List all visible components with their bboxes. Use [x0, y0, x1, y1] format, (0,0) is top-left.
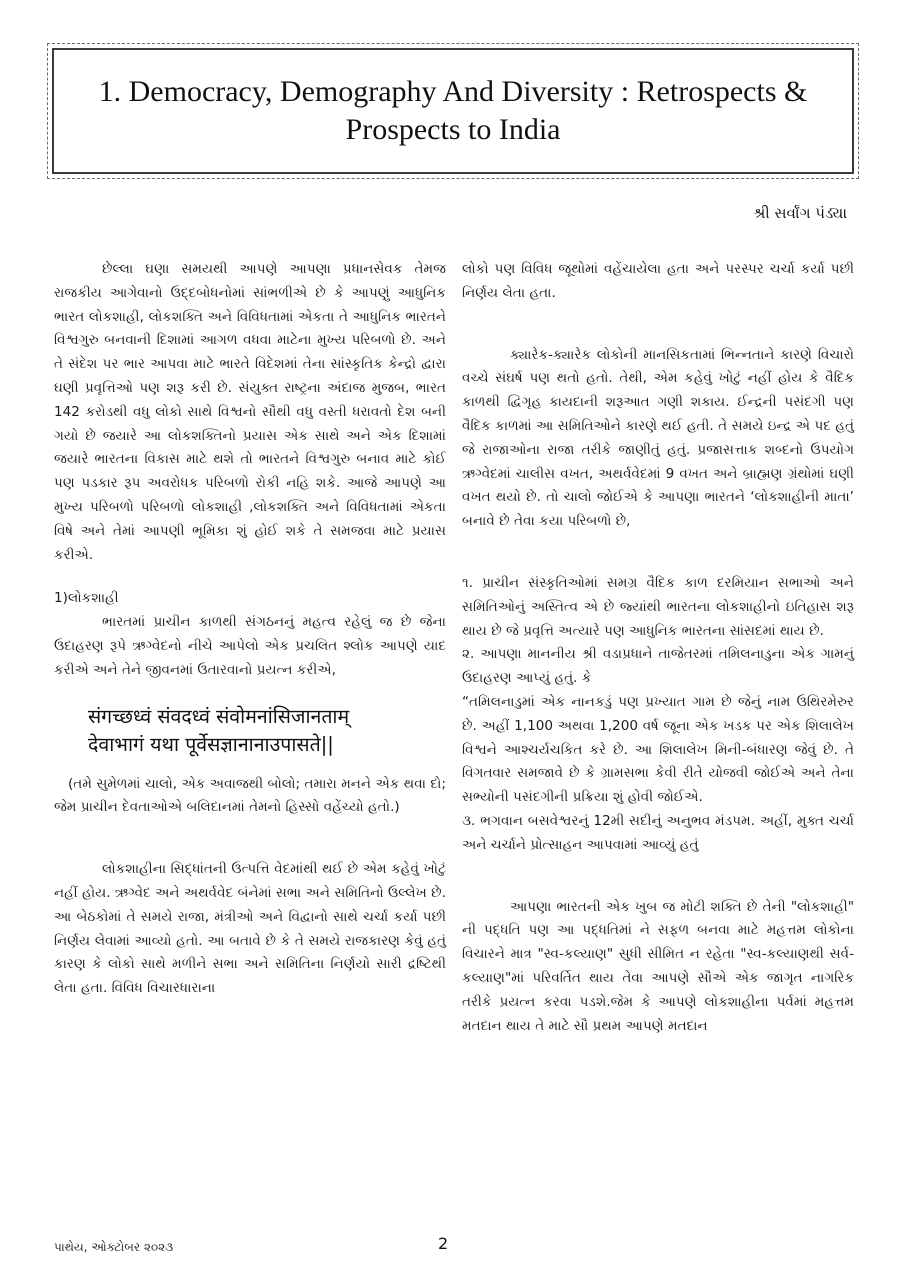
- closing-paragraph-right: આપણા ભારતની એક ખુબ જ મોટી શક્તિ છે તેની "લોકશાહી" ની પદ્ધતિ પણ આ પદ્ધતિમાં ને સફળ બનવા માટે મહત્તમ લોકોના વિચારને માત્ર "સ્વ-કલ્યાણ" સુધી સીમિત ન રહેતા "સ્વ-કલ્યાણથી સર્વ-કલ્યાણ"માં પરિવર્તિત થાય તેવા આપણે સૌએ એક જાગૃત નાગરિક તરીકે પ્રયત્ન કરવા પડશે.જેમ કે આપણે લોકશાહીના પર્વમાં મહત્તમ મતદાન થાય તે માટે સૌ પ્રથમ આપણે મતદાન: [462, 898, 854, 1034]
- point-2: ૨. આપણા માનનીય શ્રી વડાપ્રધાને તાજેતરમાં તમિલનાડુના એક ગામનું ઉદાહરણ આપ્યું હતું. કે: [462, 646, 854, 687]
- continuation-paragraph: લોકો પણ વિવિધ જૂથોમાં વહેંચાયેલા હતા અને પરસ્પર ચર્ચા કર્યા પછી નિર્ણય લેતા હતા.: [462, 261, 854, 301]
- point-1: ૧. પ્રાચીન સંસ્કૃતિઓમાં સમગ્ર વૈદિક કાળ દરમિયાન સભાઓ અને સમિતિઓનું અસ્તિત્વ એ છે જ્યાંથી ભારતના લોકશાહીનો ઇતિહાસ શરૂ થાય છે જે પ્રવૃત્તિ અત્યારે પણ આધુનિક ભારતના સાંસદમાં થાય છે.: [462, 574, 854, 639]
- section-heading: 1)લોકશાહી: [54, 590, 119, 607]
- sanskrit-shloka: [88, 703, 446, 759]
- author-name: શ્રી સર્વાંગ પંડ્યા: [753, 204, 847, 222]
- title-frame: [52, 48, 854, 174]
- right-column: [462, 258, 854, 1038]
- section-paragraph: ભારતમાં પ્રાચીન કાળથી સંગઠનનું મહત્વ રહેલું જ છે જેના ઉદાહરણ રૂપે ઋગ્વેદનો નીચે આપેલો એક પ્રચલિત શ્લોક આપણે યાદ કરીએ અને તેને જીવનમાં ઉતારવાનો પ્રયત્ન કરીએ,: [54, 614, 446, 678]
- point-3: ૩. ભગવાન બસવેશ્વરનું 12મી સદીનું અનુભવ મંડપમ. અહીં, મુક્ત ચર્ચા અને ચર્ચાને પ્રોત્સાહન આપવામાં આવ્યું હતું: [462, 812, 854, 853]
- shloka-translation: (તમે સુમેળમાં ચાલો, એક અવાજથી બોલો; તમારા મનને એક થવા દો; જેમ પ્રાચીન દેવતાઓએ બલિદાનમાં તેમનો હિસ્સો વહેંચ્યો હતો.): [54, 775, 446, 816]
- footer-issue: પાથેય, ઓક્ટોબર ૨૦૨૩: [54, 1240, 174, 1254]
- intro-paragraph: છેલ્લા ઘણા સમયથી આપણે આપણા પ્રધાનસેવક તેમજ રાજકીય આગેવાનો ઉદ્દબોધનોમાં સાંભળીએ છે કે આપણું આધુનિક ભારત લોકશાહી, લોકશક્તિ અને વિવિધતામાં એકતા તે આધુનિક ભારતને વિશ્વગુરુ બનવાની દિશામાં આગળ વધવા માટેના મુખ્ય પરિબળો છે. અને તે સંદેશ પર ભાર આપવા માટે ભારતે વિદેશમાં તેના સાંસ્કૃતિક કેન્દ્રો દ્વારા ઘણી પ્રવૃત્તિઓ પણ શરૂ કરી છે. સંયુક્ત રાષ્ટ્રના અંદાજ મુજબ, ભારત 142 કરોડથી વધુ લોકો સાથે વિશ્વનો સૌથી વધુ વસ્તી ધરાવતો દેશ બની ગયો છે જયારે આ લોકશક્તિનો પ્રયાસ એક સાથે અને એક દિશામાં જયારે ભારતના વિકાસ માટે થશે તો ભારતને વિશ્વગુરુ બનાવ માટે કોઈ પણ પડકાર રૂપ અવરોધક પરિબળો રોકી નહિ શકે. આજે આપણે આ મુખ્ય પરિબળો પરિબળો લોકશાહી ,લોકશક્તિ અને વિવિધતામાં એકતા વિષે અને તેમાં આપણી ભૂમિકા શું હોઈ શકે તે સમજવા માટે પ્રયાસ કરીએ.: [54, 261, 446, 563]
- closing-paragraph-left: લોકશાહીના સિદ્ધાંતની ઉત્પત્તિ વેદમાંથી થઈ છે એમ કહેવું ખોટું નહીં હોય. ઋગ્વેદ અને અથર્વવેદ બંનેમાં સભા અને સમિતિનો ઉલ્લેખ છે. આ બેઠકોમાં તે સમયે રાજા, મંત્રીઓ અને વિદ્વાનો સાથે ચર્ચા કર્યા પછી નિર્ણય લેવામાં આવ્યો હતો. આ બતાવે છે કે તે સમયે રાજકારણ કેવું હતું કારણ કે લોકો સાથે મળીને સભા અને સમિતિના નિર્ણયો સારી દ્રષ્ટિથી લેતા હતા. વિવિધ વિચારધારાના: [54, 861, 446, 997]
- article-title: 1. Democracy, Demography And Diversity : Retrospects & Prospects to India: [98, 75, 808, 146]
- left-column: [54, 258, 446, 1001]
- history-paragraph: ક્યારેક-ક્યારેક લોકોની માનસિકતામાં ભિન્નતાને કારણે વિચારો વચ્ચે સંઘર્ષ પણ થતો હતો. તેથી, એમ કહેવું ખોટું નહીં હોય કે વૈદિક કાળથી દ્વિગૃહ કાયદાની શરૂઆત ગણી શકાય. ઈન્દ્રની પસંદગી પણ વૈદિક કાળમાં આ સમિતિઓને કારણે થઈ હતી. તે સમયે ઇન્દ્ર એ પદ હતું જે રાજાઓના રાજા તરીકે જાણીતું હતું. પ્રજાસત્તાક શબ્દનો ઉપયોગ ઋગ્વેદમાં ચાલીસ વખત, અથર્વવેદમાં 9 વખત અને બ્રાહ્મણ ગ્રંથોમાં ઘણી વખત થયો છે. તો ચાલો જોઈએ કે આપણા ભારતને ‘લોકશાહીની માતા’ બનાવે છે તેવા કયા પરિબળો છે,: [462, 346, 854, 530]
- shloka-line-1: संगच्छध्वं संवदध्वं संवोमनांसिजानताम्: [88, 704, 350, 728]
- point-2-quote: “તમિલનાડુમાં એક નાનકડું પણ પ્રખ્યાત ગામ છે જેનું નામ ઉથિરમેરુર છે. અહીં 1,100 અથવા 1,200 વર્ષ જૂના એક ખડક પર એક શિલાલેખ વિશ્વને આશ્ચર્યચકિત કરે છે. આ શિલાલેખ મિની-બંધારણ જેવું છે. તે વિગતવાર સમજાવે છે કે ગ્રામસભા કેવી રીતે યોજવી જોઈએ અને તેના સભ્યોની પસંદગીની પ્રક્રિયા શું હોવી જોઈએ.: [462, 693, 854, 806]
- shloka-line-2: देवाभागं यथा पूर्वेसज्ञानानाउपासते||: [88, 732, 334, 756]
- page-number: 2: [438, 1234, 449, 1253]
